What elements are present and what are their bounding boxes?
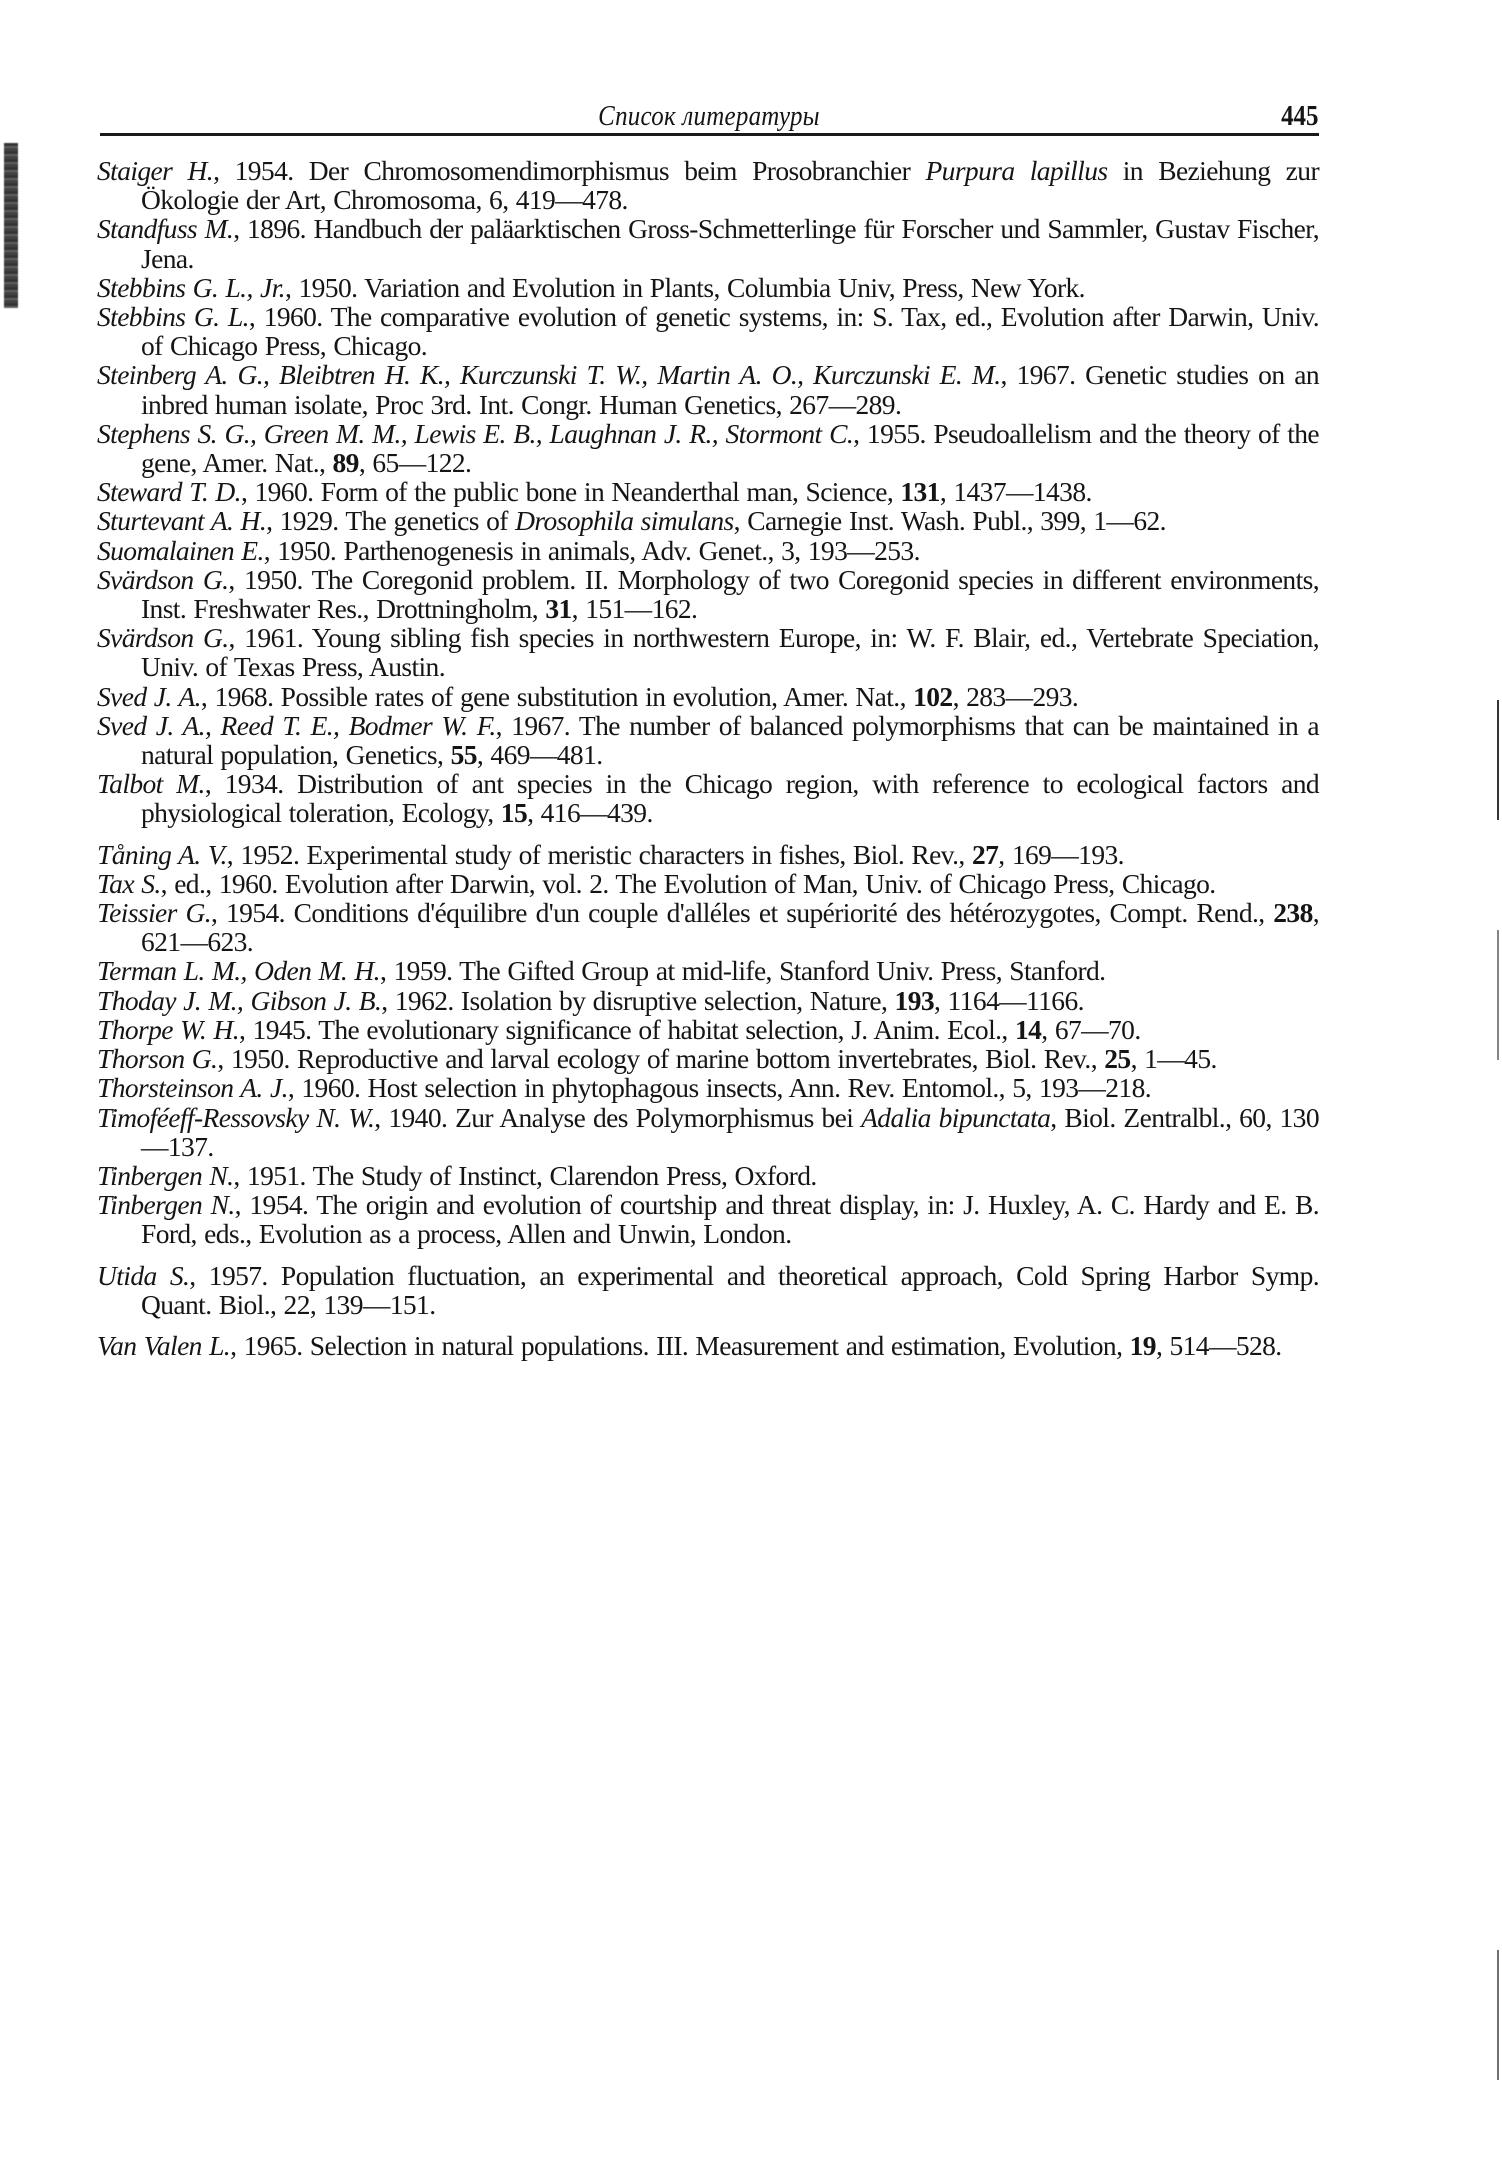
reference-authors: Tåning A. V. <box>97 838 227 870</box>
reference-text: , 1967. The number of balanced polymorphisms that can be maintained in a natural population, Genetics, <box>141 709 1319 771</box>
reference-entry <box>97 840 1319 869</box>
reference-text-rest: , 1437—1438. <box>939 476 1092 508</box>
reference-authors: Thorson G. <box>97 1043 218 1075</box>
reference-text-rest: , 283—293. <box>952 680 1079 712</box>
reference-entry <box>97 1073 1319 1102</box>
reference-entry <box>97 302 1319 360</box>
reference-authors: Talbot M. <box>97 768 205 800</box>
reference-authors: Thorpe W. H. <box>97 1013 239 1045</box>
reference-text-rest: in Beziehung zur Ökologie der Art, Chromosoma, 6, 419—478. <box>141 155 1319 216</box>
reference-volume: 89 <box>332 447 359 479</box>
reference-entry <box>97 769 1319 827</box>
reference-volume: 14 <box>1014 1013 1042 1045</box>
reference-entry <box>97 711 1319 769</box>
scan-artifact-right-edge <box>1497 1950 1499 2080</box>
reference-text-rest: , 1164—1166. <box>934 984 1084 1016</box>
reference-text: , 1952. Experimental study of meristic characters in fishes, Biol. Rev., <box>226 838 972 870</box>
page-number: 445 <box>1280 100 1318 132</box>
reference-text: , 1929. The genetics of <box>266 505 516 537</box>
reference-authors: Svärdson G. <box>97 622 229 654</box>
reference-authors: Stebbins G. L., Jr. <box>97 271 285 303</box>
reference-volume: 131 <box>900 476 940 508</box>
reference-authors: Thorsteinson A. J. <box>97 1072 288 1104</box>
reference-text: , ed., 1960. Evolution after Darwin, vol. 2. The Evolution of Man, Univ. of Chicago Press, Chicago. <box>160 867 1216 899</box>
reference-entry <box>97 682 1319 711</box>
page-header <box>100 100 1318 136</box>
reference-text: , 1954. Der Chromosomendimorphismus beim Prosobranchier <box>213 155 926 186</box>
reference-text: , 1950. Reproductive and larval ecology of marine bottom invertebrates, Biol. Rev., <box>217 1043 1105 1075</box>
reference-italic-title: Drosophila simulans <box>515 505 734 537</box>
scan-artifact-left-edge <box>4 143 18 308</box>
reference-entry <box>97 536 1319 565</box>
reference-text: , 1965. Selection in natural populations. III. Measurement and estimation, Evolution, <box>230 1329 1130 1361</box>
reference-authors: Timoféeff-Ressovsky N. W. <box>97 1101 375 1133</box>
reference-entry <box>97 565 1319 623</box>
reference-authors: Svärdson G. <box>97 563 229 595</box>
reference-authors: Teissier G. <box>97 897 212 929</box>
header-rule <box>100 133 1319 136</box>
running-title: Список литературы <box>598 100 820 132</box>
reference-text-rest: , 65—122. <box>358 447 472 479</box>
reference-text: , 1951. The Study of Instinct, Clarendon Press, Oxford. <box>233 1159 817 1191</box>
reference-entry <box>97 898 1319 956</box>
reference-authors: Tinbergen N. <box>97 1159 234 1191</box>
reference-authors: Stephens S. G., Green M. M., Lewis E. B., Laughnan J. R., Stormont C. <box>97 417 854 449</box>
reference-entry <box>97 986 1319 1015</box>
reference-authors: Van Valen L. <box>97 1329 231 1361</box>
reference-text: , 1950. Variation and Evolution in Plants, Columbia Univ, Press, New York. <box>284 271 1085 303</box>
reference-volume: 102 <box>913 680 953 712</box>
reference-text-rest: , 514—528. <box>1155 1329 1282 1361</box>
reference-volume: 238 <box>1273 897 1313 929</box>
reference-volume: 25 <box>1104 1043 1131 1075</box>
reference-entry <box>97 623 1319 681</box>
reference-text-rest: , Biol. Zentralbl., 60, 130—137. <box>141 1101 1319 1162</box>
reference-entry <box>97 1261 1319 1319</box>
reference-text: , 1954. The origin and evolution of courtship and threat display, in: J. Huxley, A. C. Hardy and E. B. Ford, eds., Evolution as a process, Allen and Unwin, London. <box>141 1189 1319 1250</box>
reference-entry <box>97 506 1319 535</box>
reference-volume: 19 <box>1129 1329 1156 1361</box>
reference-text: , 1968. Possible rates of gene substitution in evolution, Amer. Nat., <box>200 680 914 712</box>
reference-entry <box>97 419 1319 477</box>
reference-entry <box>97 273 1319 302</box>
reference-volume: 55 <box>450 739 477 771</box>
reference-entry <box>97 956 1319 985</box>
reference-authors: Steinberg A. G., Bleibtren H. K., Kurczunski T. W., Martin A. O., Kurczunski E. M. <box>97 359 1001 391</box>
reference-entry <box>97 869 1319 898</box>
scan-artifact-right-edge <box>1497 700 1499 820</box>
reference-text-rest: , 67—70. <box>1041 1013 1141 1045</box>
reference-volume: 193 <box>894 984 934 1016</box>
reference-volume: 27 <box>971 838 999 870</box>
reference-entry <box>97 214 1319 272</box>
reference-entry <box>97 477 1319 506</box>
reference-text-rest: , 1—45. <box>1130 1043 1217 1075</box>
reference-text-rest: , 469—481. <box>476 739 603 771</box>
reference-text-rest: , 169—193. <box>998 838 1124 870</box>
reference-text: , 1950. Parthenogenesis in animals, Adv. Genet., 3, 193—253. <box>263 534 920 566</box>
reference-text: , 1896. Handbuch der paläarktischen Gross-Schmetterlinge für Forscher und Sammler, Gustav Fischer, Jena. <box>141 213 1319 274</box>
reference-text: , 1934. Distribution of ant species in the Chicago region, with reference to ecological factors and physiological toleration, Ecology, <box>141 768 1319 829</box>
reference-text-rest: , Carnegie Inst. Wash. Publ., 399, 1—62. <box>733 505 1166 537</box>
reference-entry <box>97 156 1319 214</box>
reference-authors: Staiger H. <box>97 155 214 186</box>
reference-text: , 1957. Population fluctuation, an experimental and theoretical approach, Cold Spring Harbor Symp. Quant. Biol., 22, 139—151. <box>141 1259 1319 1320</box>
reference-italic-title: Purpura lapillus <box>925 155 1108 186</box>
reference-entry <box>97 1161 1319 1190</box>
reference-entry <box>97 1015 1319 1044</box>
reference-entry <box>97 1044 1319 1073</box>
scan-artifact-right-edge <box>1497 930 1499 1060</box>
reference-text: , 1959. The Gifted Group at mid-life, Stanford Univ. Press, Stanford. <box>379 955 1106 987</box>
reference-text-rest: , 151—162. <box>571 593 698 625</box>
reference-authors: Sved J. A. <box>97 680 201 712</box>
reference-volume: 15 <box>500 797 528 829</box>
reference-authors: Sturtevant A. H. <box>97 505 267 537</box>
reference-text: , 1945. The evolutionary significance of habitat selection, J. Anim. Ecol., <box>239 1013 1015 1045</box>
reference-authors: Tinbergen N. <box>97 1189 235 1221</box>
reference-text: , 1962. Isolation by disruptive selection, Nature, <box>381 984 895 1016</box>
reference-text: , 1950. The Coregonid problem. II. Morphology of two Coregonid species in different environments, Inst. Freshwater Res., Drottningholm, <box>141 563 1319 625</box>
reference-authors: Standfuss M. <box>97 213 234 245</box>
reference-list <box>97 156 1319 1360</box>
reference-text: , 1960. The comparative evolution of genetic systems, in: S. Tax, ed., Evolution after Darwin, Univ. of Chicago Press, Chicago. <box>141 301 1320 362</box>
reference-text-rest: , 416—439. <box>527 797 653 829</box>
reference-text: , 1961. Young sibling fish species in northwestern Europe, in: W. F. Blair, ed., Vertebrate Speciation, Univ. of Texas Press, Austin. <box>141 622 1319 683</box>
reference-text-rest: , 621—623. <box>141 897 1319 958</box>
reference-italic-title: Adalia bipunctata <box>861 1101 1051 1133</box>
reference-text: , 1967. Genetic studies on an inbred human isolate, Proc 3rd. Int. Congr. Human Genetics, 267—289. <box>141 359 1319 420</box>
reference-text: , 1940. Zur Analyse des Polymorphismus bei <box>374 1101 862 1133</box>
reference-authors: Stebbins G. L. <box>97 301 249 333</box>
reference-text: , 1960. Host selection in phytophagous insects, Ann. Rev. Entomol., 5, 193—218. <box>287 1072 1151 1104</box>
reference-entry <box>97 1331 1319 1360</box>
reference-volume: 31 <box>545 593 572 625</box>
reference-authors: Terman L. M., Oden M. H. <box>97 955 380 987</box>
reference-entry <box>97 360 1319 418</box>
reference-entry <box>97 1103 1319 1161</box>
reference-authors: Utida S. <box>97 1259 190 1291</box>
reference-text: , 1954. Conditions d'équilibre d'un couple d'alléles et supériorité des hétérozygotes, Compt. Rend., <box>211 897 1274 929</box>
reference-entry <box>97 1190 1319 1248</box>
reference-text: , 1955. Pseudoallelism and the theory of the gene, Amer. Nat., <box>141 417 1319 479</box>
reference-text: , 1960. Form of the public bone in Neanderthal man, Science, <box>240 476 901 508</box>
reference-authors: Suomalainen E. <box>97 534 264 566</box>
reference-authors: Thoday J. M., Gibson J. B. <box>97 984 382 1016</box>
reference-authors: Tax S. <box>97 867 161 899</box>
reference-authors: Sved J. A., Reed T. E., Bodmer W. F. <box>97 709 496 741</box>
reference-authors: Steward T. D. <box>97 476 241 508</box>
